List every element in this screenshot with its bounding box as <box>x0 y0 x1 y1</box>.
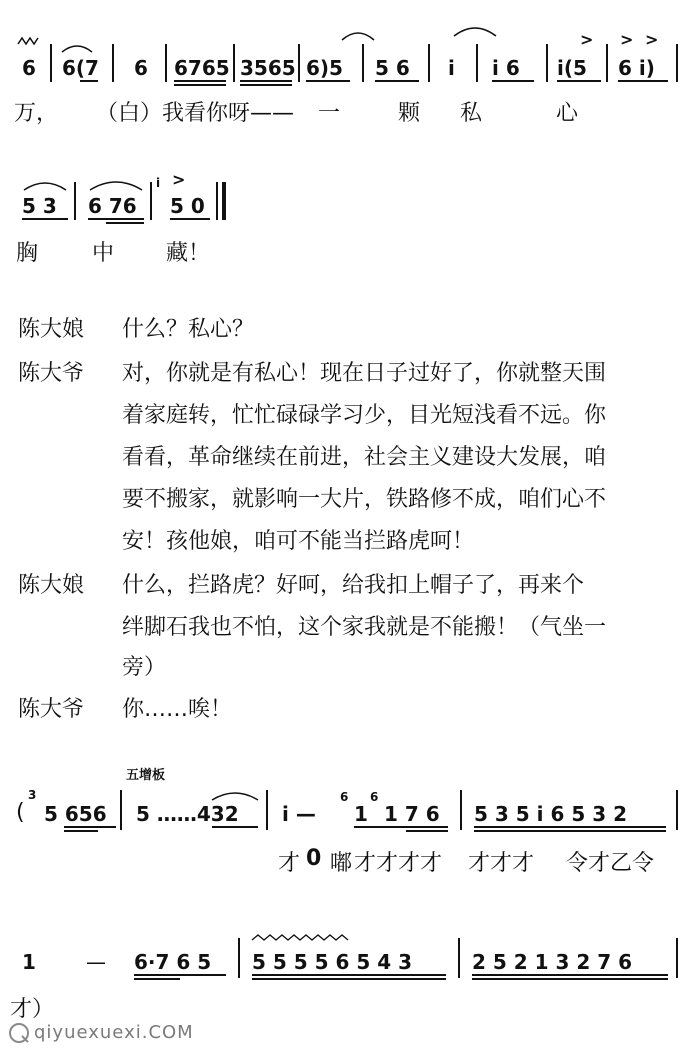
lyric: 心 <box>556 101 579 126</box>
note: 5 0 <box>170 194 205 218</box>
accent-mark-icon: > <box>172 170 186 189</box>
dialogue-line: 什么？私心？ <box>122 317 255 342</box>
percussion-syllable: 才 <box>278 851 301 876</box>
speaker-name: 陈大娘 <box>18 573 85 598</box>
lyric: 私 <box>460 101 483 126</box>
note: 6765 <box>174 56 230 80</box>
note: 5 ……432 <box>136 802 239 826</box>
note: 5 656 <box>44 802 107 826</box>
speaker-name: 陈大爷 <box>18 361 85 386</box>
grace-note: 3 <box>28 788 37 802</box>
note: 2 5 2 1 3 2 7 6 <box>472 950 633 974</box>
dialogue-line: 要不搬家，就影响一大片，铁路修不成，咱们心不 <box>122 487 607 512</box>
dialogue-line: 看看，革命继续在前进，社会主义建设大发展，咱 <box>122 445 607 470</box>
grace-note: 6 <box>340 790 349 804</box>
watermark-text: qiyuexuexi.COM <box>34 1022 194 1043</box>
note: 5 3 5 i 6 5 3 2 <box>474 802 628 826</box>
note: i <box>448 56 455 80</box>
tremolo-mark-icon <box>16 34 40 48</box>
note: 1 <box>354 802 368 826</box>
lyric: 一 <box>318 101 341 126</box>
slur-icon <box>340 26 376 42</box>
dialogue-line: 你……唉！ <box>122 697 233 722</box>
note: 1 7 6 <box>384 802 440 826</box>
dialogue-line: 什么，拦路虎？好呵，给我扣上帽子了，再来个 <box>122 573 585 598</box>
note: i(5 <box>557 56 587 80</box>
slur-icon <box>60 40 94 54</box>
note: — <box>86 950 106 974</box>
percussion-syllable: 才才才才 <box>354 851 443 876</box>
slur-icon <box>452 20 498 38</box>
accent-mark-icon: > <box>645 30 659 49</box>
speaker-name: 陈大娘 <box>18 317 85 342</box>
percussion-syllable: 嘟 <box>330 851 353 876</box>
score-line-2 <box>0 170 700 270</box>
lyric: 颗 <box>398 101 421 126</box>
dialogue-line: 着家庭转，忙忙碌碌学习少，目光短浅看不远。你 <box>122 403 607 428</box>
speaker-name: 陈大爷 <box>18 697 85 722</box>
dialogue-line: 安！孩他娘，咱可不能当拦路虎呵！ <box>122 529 475 554</box>
grace-note: i <box>156 176 161 190</box>
slur-icon <box>210 786 260 802</box>
dialogue-line: 对，你就是有私心！现在日子过好了，你就整天围 <box>122 361 607 386</box>
note: 5 6 <box>375 56 410 80</box>
note: 6(7 <box>62 56 99 80</box>
note: 6 i) <box>618 56 655 80</box>
accent-mark-icon: > <box>620 30 634 49</box>
note: i — <box>282 802 316 826</box>
percussion-syllable: 才才才 <box>468 851 535 876</box>
note: 5 3 <box>22 194 57 218</box>
percussion-syllable: 0 <box>306 846 322 871</box>
note: 5 5 5 5 6 5 4 3 <box>252 950 413 974</box>
dialogue-section <box>0 300 700 730</box>
note: 6)5 <box>306 56 343 80</box>
dialogue-line: 绊脚石我也不怕，这个家我就是不能搬！（气坐一 <box>122 615 607 640</box>
note: 6 <box>134 56 148 80</box>
percussion-syllable: 令才乙令 <box>566 851 655 876</box>
note: 6·7 6 5 <box>134 950 212 974</box>
dialogue-line: 旁） <box>122 655 167 680</box>
tempo-label: 五增板 <box>126 768 166 783</box>
watermark-logo-icon <box>8 1022 30 1044</box>
lyric: 万， <box>14 101 59 126</box>
note: ( <box>16 800 25 825</box>
grace-note: 6 <box>370 790 379 804</box>
lyric: 胸 <box>16 241 39 266</box>
score-line-1 <box>0 0 700 130</box>
note: 1 <box>22 950 36 974</box>
lyric: 中 <box>92 241 115 266</box>
score-line-4 <box>0 920 700 1030</box>
note: i 6 <box>492 56 520 80</box>
lyric: 藏！ <box>166 241 211 266</box>
note: 6 <box>22 56 36 80</box>
percussion-syllable: 才） <box>10 997 55 1022</box>
slur-icon <box>22 176 68 192</box>
lyric: （白）我看你呀—— <box>96 101 295 126</box>
note: 3565 <box>240 56 296 80</box>
score-line-3 <box>0 760 700 880</box>
note: 6 76 <box>88 194 137 218</box>
slur-icon <box>88 174 144 192</box>
accent-mark-icon: > <box>580 30 594 49</box>
trill-mark-icon <box>250 932 350 944</box>
